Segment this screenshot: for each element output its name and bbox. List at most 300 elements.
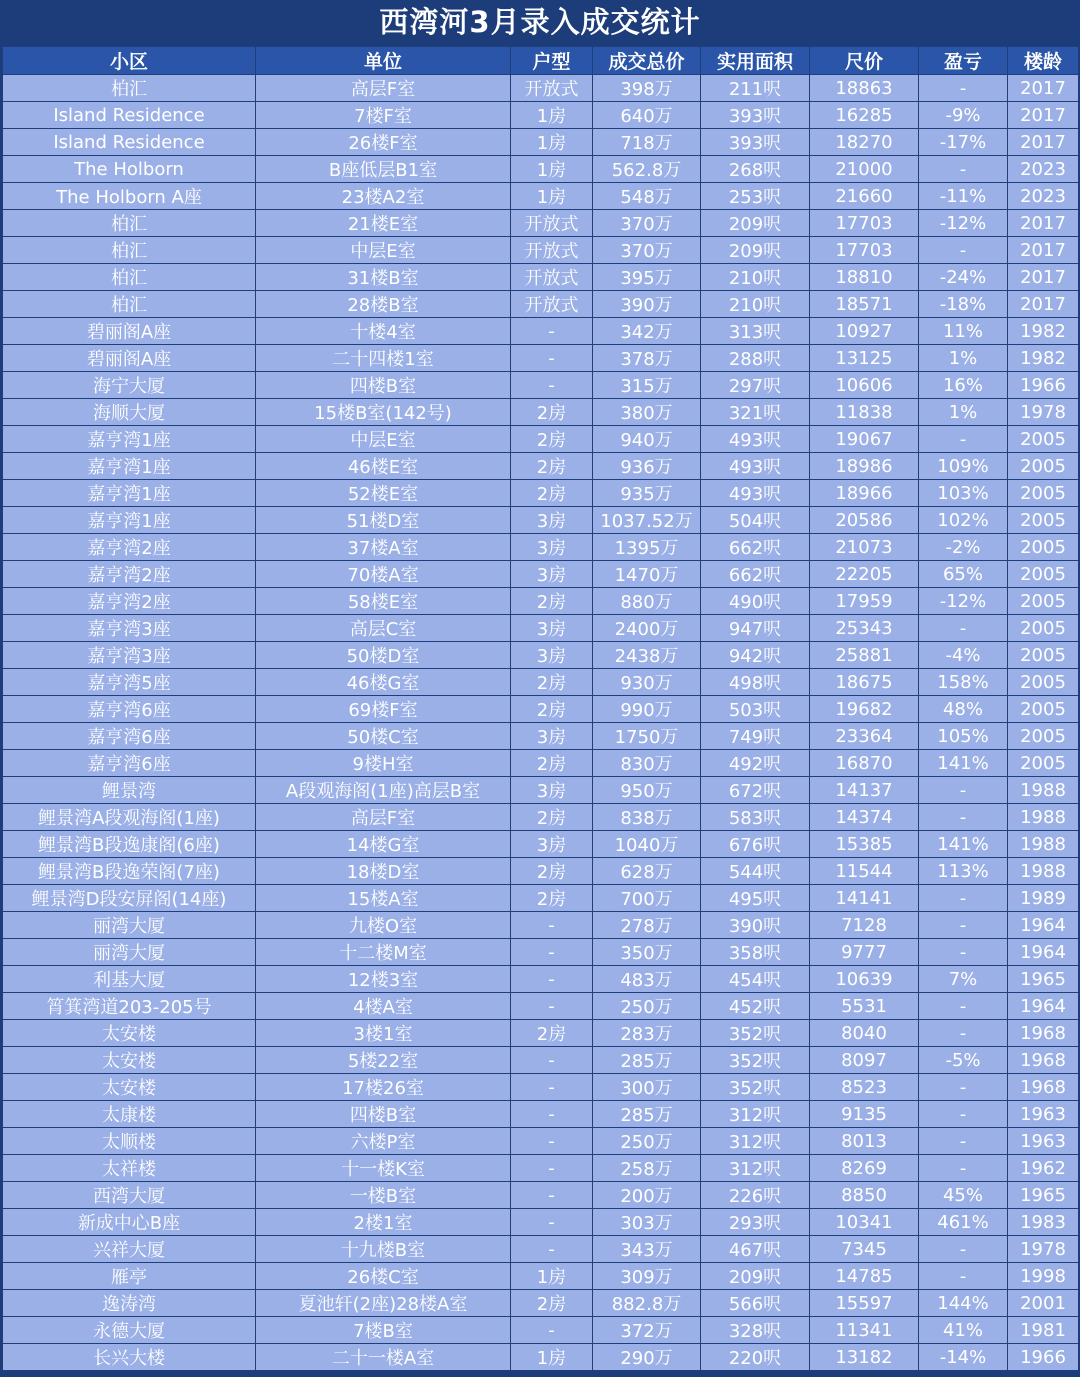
table-row <box>3 102 1079 129</box>
cell-layout: 2房 <box>511 399 593 426</box>
cell-estate: 柏汇 <box>3 210 256 237</box>
cell-layout: 开放式 <box>511 264 593 291</box>
cell-price-per-sqft: 8269 <box>810 1155 919 1182</box>
cell-layout: 2房 <box>511 885 593 912</box>
cell-saleable-area: 293呎 <box>701 1209 810 1236</box>
cell-gain-loss: -4% <box>919 642 1008 669</box>
cell-total-price: 290万 <box>593 1344 701 1371</box>
table-row <box>3 318 1079 345</box>
cell-total-price: 342万 <box>593 318 701 345</box>
cell-building-age: 1965 <box>1008 966 1079 993</box>
cell-saleable-area: 253呎 <box>701 183 810 210</box>
cell-building-age: 2017 <box>1008 129 1079 156</box>
cell-unit: 7楼B室 <box>256 1317 511 1344</box>
cell-gain-loss: -14% <box>919 1344 1008 1371</box>
cell-gain-loss: -2% <box>919 534 1008 561</box>
table-row <box>3 723 1079 750</box>
cell-unit: 二十一楼A室 <box>256 1344 511 1371</box>
cell-layout: 2房 <box>511 804 593 831</box>
cell-unit: 26楼C室 <box>256 1263 511 1290</box>
table-row <box>3 642 1079 669</box>
cell-estate: 利基大厦 <box>3 966 256 993</box>
cell-saleable-area: 297呎 <box>701 372 810 399</box>
cell-unit: 高层C室 <box>256 615 511 642</box>
cell-price-per-sqft: 11341 <box>810 1317 919 1344</box>
cell-unit: 夏池轩(2座)28楼A室 <box>256 1290 511 1317</box>
cell-total-price: 838万 <box>593 804 701 831</box>
cell-estate: 嘉亨湾5座 <box>3 669 256 696</box>
cell-building-age: 1998 <box>1008 1263 1079 1290</box>
cell-estate: 鲤景湾A段观海阁(1座) <box>3 804 256 831</box>
cell-unit: 26楼F室 <box>256 129 511 156</box>
cell-gain-loss: 113% <box>919 858 1008 885</box>
cell-unit: 5楼22室 <box>256 1047 511 1074</box>
cell-building-age: 1982 <box>1008 318 1079 345</box>
cell-saleable-area: 210呎 <box>701 264 810 291</box>
cell-estate: 嘉亨湾6座 <box>3 723 256 750</box>
table-row <box>3 1101 1079 1128</box>
cell-unit: 一楼B室 <box>256 1182 511 1209</box>
cell-building-age: 2005 <box>1008 642 1079 669</box>
cell-total-price: 315万 <box>593 372 701 399</box>
cell-unit: 7楼F室 <box>256 102 511 129</box>
cell-price-per-sqft: 19682 <box>810 696 919 723</box>
cell-building-age: 1988 <box>1008 804 1079 831</box>
cell-layout: 3房 <box>511 642 593 669</box>
cell-price-per-sqft: 13182 <box>810 1344 919 1371</box>
cell-price-per-sqft: 9135 <box>810 1101 919 1128</box>
cell-building-age: 1988 <box>1008 858 1079 885</box>
cell-unit: 50楼D室 <box>256 642 511 669</box>
cell-estate: 柏汇 <box>3 237 256 264</box>
cell-gain-loss: - <box>919 1263 1008 1290</box>
table-row <box>3 1128 1079 1155</box>
column-header-building-age: 楼龄 <box>1008 47 1079 75</box>
table-row <box>3 1074 1079 1101</box>
cell-price-per-sqft: 7345 <box>810 1236 919 1263</box>
cell-estate: 嘉亨湾6座 <box>3 696 256 723</box>
cell-total-price: 548万 <box>593 183 701 210</box>
cell-layout: - <box>511 1155 593 1182</box>
table-row <box>3 1155 1079 1182</box>
cell-saleable-area: 211呎 <box>701 75 810 102</box>
transactions-table <box>2 46 1079 1371</box>
cell-saleable-area: 210呎 <box>701 291 810 318</box>
cell-saleable-area: 209呎 <box>701 210 810 237</box>
cell-total-price: 378万 <box>593 345 701 372</box>
cell-saleable-area: 209呎 <box>701 237 810 264</box>
cell-total-price: 303万 <box>593 1209 701 1236</box>
cell-gain-loss: 11% <box>919 318 1008 345</box>
cell-gain-loss: 1% <box>919 399 1008 426</box>
cell-unit: 四楼B室 <box>256 1101 511 1128</box>
cell-building-age: 1978 <box>1008 1236 1079 1263</box>
cell-price-per-sqft: 16870 <box>810 750 919 777</box>
cell-price-per-sqft: 8097 <box>810 1047 919 1074</box>
cell-total-price: 830万 <box>593 750 701 777</box>
cell-layout: 1房 <box>511 1344 593 1371</box>
cell-total-price: 250万 <box>593 1128 701 1155</box>
cell-unit: 21楼E室 <box>256 210 511 237</box>
cell-price-per-sqft: 18810 <box>810 264 919 291</box>
cell-estate: 永德大厦 <box>3 1317 256 1344</box>
cell-saleable-area: 288呎 <box>701 345 810 372</box>
cell-gain-loss: 16% <box>919 372 1008 399</box>
cell-estate: The Holborn <box>3 156 256 183</box>
cell-layout: 开放式 <box>511 210 593 237</box>
cell-gain-loss: 7% <box>919 966 1008 993</box>
cell-total-price: 200万 <box>593 1182 701 1209</box>
cell-building-age: 1964 <box>1008 912 1079 939</box>
cell-gain-loss: - <box>919 939 1008 966</box>
table-row <box>3 858 1079 885</box>
cell-layout: 2房 <box>511 858 593 885</box>
cell-gain-loss: 41% <box>919 1317 1008 1344</box>
cell-price-per-sqft: 14374 <box>810 804 919 831</box>
cell-total-price: 1470万 <box>593 561 701 588</box>
cell-building-age: 1982 <box>1008 345 1079 372</box>
cell-saleable-area: 493呎 <box>701 426 810 453</box>
table-body <box>3 75 1079 1371</box>
cell-building-age: 2005 <box>1008 453 1079 480</box>
cell-saleable-area: 352呎 <box>701 1020 810 1047</box>
cell-saleable-area: 452呎 <box>701 993 810 1020</box>
cell-unit: 4楼A室 <box>256 993 511 1020</box>
cell-unit: 37楼A室 <box>256 534 511 561</box>
table-row <box>3 183 1079 210</box>
table-row <box>3 1182 1079 1209</box>
cell-unit: 70楼A室 <box>256 561 511 588</box>
cell-unit: 中层E室 <box>256 237 511 264</box>
cell-gain-loss: - <box>919 912 1008 939</box>
cell-gain-loss: - <box>919 615 1008 642</box>
column-header-estate: 小区 <box>3 47 256 75</box>
cell-unit: 52楼E室 <box>256 480 511 507</box>
cell-estate: 西湾大厦 <box>3 1182 256 1209</box>
cell-saleable-area: 662呎 <box>701 561 810 588</box>
cell-total-price: 300万 <box>593 1074 701 1101</box>
cell-layout: 2房 <box>511 669 593 696</box>
cell-layout: - <box>511 1074 593 1101</box>
table-row <box>3 156 1079 183</box>
cell-saleable-area: 672呎 <box>701 777 810 804</box>
cell-building-age: 2023 <box>1008 183 1079 210</box>
cell-gain-loss: 144% <box>919 1290 1008 1317</box>
table-row <box>3 210 1079 237</box>
cell-unit: 17楼26室 <box>256 1074 511 1101</box>
header-row <box>3 47 1079 75</box>
cell-unit: 2楼1室 <box>256 1209 511 1236</box>
cell-building-age: 2005 <box>1008 669 1079 696</box>
cell-estate: Island Residence <box>3 102 256 129</box>
table-row <box>3 1290 1079 1317</box>
cell-price-per-sqft: 11838 <box>810 399 919 426</box>
cell-building-age: 1964 <box>1008 939 1079 966</box>
table-row <box>3 372 1079 399</box>
cell-layout: 1房 <box>511 183 593 210</box>
cell-gain-loss: 65% <box>919 561 1008 588</box>
cell-layout: - <box>511 912 593 939</box>
table-row <box>3 1209 1079 1236</box>
cell-estate: 太安楼 <box>3 1020 256 1047</box>
table-row <box>3 777 1079 804</box>
cell-gain-loss: - <box>919 237 1008 264</box>
cell-layout: 3房 <box>511 831 593 858</box>
cell-saleable-area: 495呎 <box>701 885 810 912</box>
cell-building-age: 2017 <box>1008 75 1079 102</box>
table-row <box>3 831 1079 858</box>
cell-gain-loss: - <box>919 777 1008 804</box>
table-row <box>3 1317 1079 1344</box>
cell-unit: 51楼D室 <box>256 507 511 534</box>
cell-layout: 2房 <box>511 696 593 723</box>
cell-unit: B座低层B1室 <box>256 156 511 183</box>
cell-unit: 9楼H室 <box>256 750 511 777</box>
cell-saleable-area: 467呎 <box>701 1236 810 1263</box>
cell-saleable-area: 312呎 <box>701 1155 810 1182</box>
cell-estate: 丽湾大厦 <box>3 939 256 966</box>
cell-gain-loss: - <box>919 156 1008 183</box>
cell-unit: 14楼G室 <box>256 831 511 858</box>
cell-building-age: 1983 <box>1008 1209 1079 1236</box>
cell-unit: 中层E室 <box>256 426 511 453</box>
cell-layout: 开放式 <box>511 75 593 102</box>
cell-estate: 嘉亨湾1座 <box>3 507 256 534</box>
cell-building-age: 1963 <box>1008 1128 1079 1155</box>
table-row <box>3 399 1079 426</box>
column-header-layout: 户型 <box>511 47 593 75</box>
cell-layout: - <box>511 318 593 345</box>
cell-building-age: 2017 <box>1008 210 1079 237</box>
cell-saleable-area: 454呎 <box>701 966 810 993</box>
table-row <box>3 669 1079 696</box>
cell-estate: 嘉亨湾6座 <box>3 750 256 777</box>
cell-total-price: 1750万 <box>593 723 701 750</box>
cell-price-per-sqft: 21073 <box>810 534 919 561</box>
cell-total-price: 285万 <box>593 1101 701 1128</box>
table-row <box>3 291 1079 318</box>
cell-estate: 碧丽阁A座 <box>3 345 256 372</box>
cell-layout: - <box>511 966 593 993</box>
cell-building-age: 1966 <box>1008 372 1079 399</box>
cell-price-per-sqft: 10639 <box>810 966 919 993</box>
cell-gain-loss: - <box>919 1155 1008 1182</box>
table-row <box>3 1236 1079 1263</box>
cell-estate: 太安楼 <box>3 1074 256 1101</box>
cell-price-per-sqft: 8850 <box>810 1182 919 1209</box>
cell-gain-loss: 141% <box>919 750 1008 777</box>
cell-layout: 1房 <box>511 156 593 183</box>
cell-building-age: 1989 <box>1008 885 1079 912</box>
cell-layout: 3房 <box>511 534 593 561</box>
cell-saleable-area: 947呎 <box>701 615 810 642</box>
cell-unit: 十二楼M室 <box>256 939 511 966</box>
cell-estate: 嘉亨湾3座 <box>3 615 256 642</box>
cell-unit: 58楼E室 <box>256 588 511 615</box>
cell-layout: - <box>511 1317 593 1344</box>
cell-price-per-sqft: 25881 <box>810 642 919 669</box>
cell-price-per-sqft: 16285 <box>810 102 919 129</box>
cell-price-per-sqft: 9777 <box>810 939 919 966</box>
cell-gain-loss: -5% <box>919 1047 1008 1074</box>
table-row <box>3 561 1079 588</box>
cell-layout: 3房 <box>511 615 593 642</box>
cell-unit: A段观海阁(1座)高层B室 <box>256 777 511 804</box>
cell-total-price: 940万 <box>593 426 701 453</box>
cell-price-per-sqft: 21660 <box>810 183 919 210</box>
cell-saleable-area: 328呎 <box>701 1317 810 1344</box>
cell-total-price: 372万 <box>593 1317 701 1344</box>
cell-price-per-sqft: 13125 <box>810 345 919 372</box>
cell-price-per-sqft: 5531 <box>810 993 919 1020</box>
table-row <box>3 1020 1079 1047</box>
cell-estate: 碧丽阁A座 <box>3 318 256 345</box>
cell-layout: - <box>511 1182 593 1209</box>
cell-layout: 1房 <box>511 129 593 156</box>
table-row <box>3 750 1079 777</box>
cell-total-price: 380万 <box>593 399 701 426</box>
cell-layout: 3房 <box>511 561 593 588</box>
cell-saleable-area: 312呎 <box>701 1101 810 1128</box>
table-row <box>3 129 1079 156</box>
table-row <box>3 1263 1079 1290</box>
cell-saleable-area: 393呎 <box>701 129 810 156</box>
cell-total-price: 700万 <box>593 885 701 912</box>
cell-saleable-area: 358呎 <box>701 939 810 966</box>
cell-unit: 28楼B室 <box>256 291 511 318</box>
cell-total-price: 640万 <box>593 102 701 129</box>
cell-total-price: 562.8万 <box>593 156 701 183</box>
cell-unit: 31楼B室 <box>256 264 511 291</box>
cell-building-age: 2017 <box>1008 237 1079 264</box>
cell-layout: 1房 <box>511 1263 593 1290</box>
cell-layout: 3房 <box>511 723 593 750</box>
cell-total-price: 628万 <box>593 858 701 885</box>
cell-building-age: 1968 <box>1008 1020 1079 1047</box>
table-row <box>3 480 1079 507</box>
cell-gain-loss: -12% <box>919 588 1008 615</box>
cell-total-price: 283万 <box>593 1020 701 1047</box>
table-row <box>3 345 1079 372</box>
cell-price-per-sqft: 14141 <box>810 885 919 912</box>
cell-saleable-area: 498呎 <box>701 669 810 696</box>
table-row <box>3 507 1079 534</box>
cell-saleable-area: 544呎 <box>701 858 810 885</box>
cell-price-per-sqft: 10606 <box>810 372 919 399</box>
cell-gain-loss: - <box>919 1236 1008 1263</box>
cell-total-price: 483万 <box>593 966 701 993</box>
cell-total-price: 1037.52万 <box>593 507 701 534</box>
cell-unit: 23楼A2室 <box>256 183 511 210</box>
cell-saleable-area: 566呎 <box>701 1290 810 1317</box>
cell-building-age: 2017 <box>1008 264 1079 291</box>
cell-building-age: 2005 <box>1008 615 1079 642</box>
cell-building-age: 1988 <box>1008 777 1079 804</box>
cell-layout: - <box>511 939 593 966</box>
cell-estate: 嘉亨湾2座 <box>3 561 256 588</box>
cell-price-per-sqft: 17703 <box>810 237 919 264</box>
cell-total-price: 2438万 <box>593 642 701 669</box>
cell-gain-loss: - <box>919 1020 1008 1047</box>
cell-gain-loss: -24% <box>919 264 1008 291</box>
cell-building-age: 1964 <box>1008 993 1079 1020</box>
cell-estate: 太顺楼 <box>3 1128 256 1155</box>
table-row <box>3 804 1079 831</box>
cell-estate: 雁亭 <box>3 1263 256 1290</box>
cell-layout: 2房 <box>511 480 593 507</box>
cell-layout: - <box>511 1209 593 1236</box>
cell-gain-loss: 45% <box>919 1182 1008 1209</box>
cell-estate: 鲤景湾B段逸康阁(6座) <box>3 831 256 858</box>
cell-estate: 兴祥大厦 <box>3 1236 256 1263</box>
cell-price-per-sqft: 15597 <box>810 1290 919 1317</box>
cell-gain-loss: 461% <box>919 1209 1008 1236</box>
cell-saleable-area: 209呎 <box>701 1263 810 1290</box>
cell-layout: 2房 <box>511 453 593 480</box>
cell-layout: - <box>511 1236 593 1263</box>
cell-gain-loss: 158% <box>919 669 1008 696</box>
cell-total-price: 990万 <box>593 696 701 723</box>
cell-unit: 四楼B室 <box>256 372 511 399</box>
cell-layout: - <box>511 993 593 1020</box>
column-header-total-price: 成交总价 <box>593 47 701 75</box>
cell-unit: 15楼A室 <box>256 885 511 912</box>
cell-gain-loss: -17% <box>919 129 1008 156</box>
table-row <box>3 993 1079 1020</box>
cell-gain-loss: - <box>919 75 1008 102</box>
cell-total-price: 343万 <box>593 1236 701 1263</box>
cell-estate: 丽湾大厦 <box>3 912 256 939</box>
table-row <box>3 939 1079 966</box>
cell-total-price: 285万 <box>593 1047 701 1074</box>
cell-saleable-area: 493呎 <box>701 480 810 507</box>
cell-gain-loss: - <box>919 885 1008 912</box>
cell-layout: 开放式 <box>511 291 593 318</box>
cell-price-per-sqft: 23364 <box>810 723 919 750</box>
cell-gain-loss: 103% <box>919 480 1008 507</box>
cell-saleable-area: 312呎 <box>701 1128 810 1155</box>
cell-estate: 嘉亨湾3座 <box>3 642 256 669</box>
cell-estate: Island Residence <box>3 129 256 156</box>
cell-unit: 高层F室 <box>256 804 511 831</box>
cell-total-price: 390万 <box>593 291 701 318</box>
table-row <box>3 885 1079 912</box>
column-header-unit: 单位 <box>256 47 511 75</box>
cell-price-per-sqft: 10927 <box>810 318 919 345</box>
cell-total-price: 930万 <box>593 669 701 696</box>
table-row <box>3 534 1079 561</box>
cell-building-age: 2005 <box>1008 480 1079 507</box>
table-row <box>3 615 1079 642</box>
cell-total-price: 1040万 <box>593 831 701 858</box>
cell-estate: 鲤景湾 <box>3 777 256 804</box>
cell-layout: - <box>511 372 593 399</box>
cell-unit: 六楼P室 <box>256 1128 511 1155</box>
cell-estate: The Holborn A座 <box>3 183 256 210</box>
cell-building-age: 1965 <box>1008 1182 1079 1209</box>
cell-building-age: 2005 <box>1008 723 1079 750</box>
cell-layout: 2房 <box>511 1290 593 1317</box>
cell-unit: 50楼C室 <box>256 723 511 750</box>
cell-layout: 2房 <box>511 1020 593 1047</box>
cell-total-price: 309万 <box>593 1263 701 1290</box>
cell-estate: 柏汇 <box>3 264 256 291</box>
cell-building-age: 2023 <box>1008 156 1079 183</box>
cell-gain-loss: 109% <box>919 453 1008 480</box>
cell-estate: 鲤景湾D段安屏阁(14座) <box>3 885 256 912</box>
cell-saleable-area: 749呎 <box>701 723 810 750</box>
cell-gain-loss: - <box>919 426 1008 453</box>
